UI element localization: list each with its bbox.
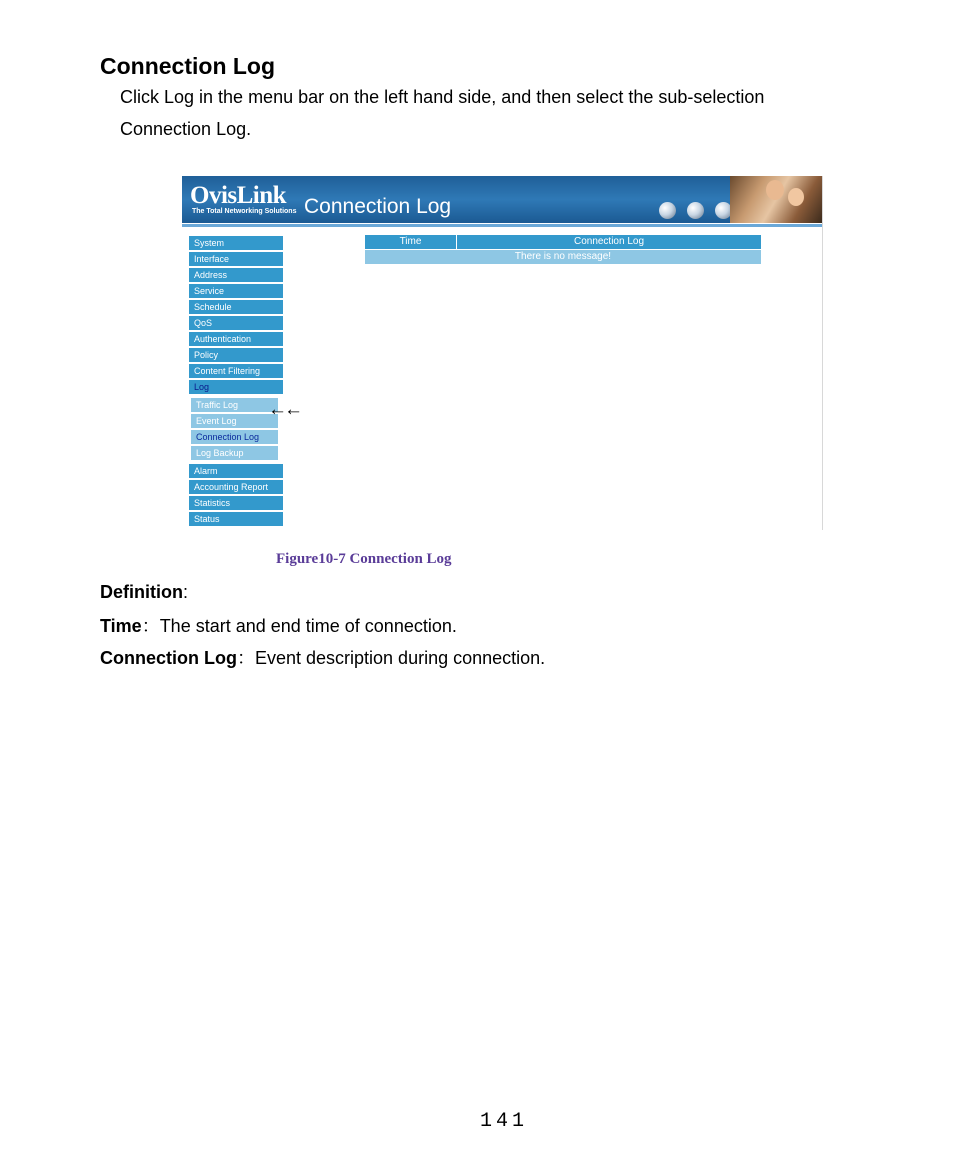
column-header-time: Time	[365, 235, 457, 249]
menu-item-alarm[interactable]: Alarm	[189, 464, 283, 478]
banner-title: Connection Log	[304, 195, 452, 218]
definition-heading	[100, 582, 188, 603]
logo-tagline: The Total Networking Solutions	[192, 208, 297, 215]
definition-colon: :	[183, 582, 189, 602]
connection-log-description: Event description during connection.	[254, 648, 546, 668]
screenshot-figure	[182, 176, 823, 530]
term-separator: ：	[141, 616, 160, 636]
page-number: 141	[480, 1110, 529, 1133]
app-banner	[182, 176, 822, 223]
menu-item-content-filtering[interactable]: Content Filtering	[189, 364, 283, 378]
globe-icon	[659, 202, 676, 219]
menu-item-address[interactable]: Address	[189, 268, 283, 282]
submenu-item-event-log[interactable]: Event Log	[191, 414, 278, 428]
menu-item-log[interactable]: Log	[189, 380, 283, 394]
intro-text-line-1: Click Log in the menu bar on the left hand side, and then select the sub-selection	[120, 87, 765, 107]
term-separator: ：	[236, 648, 255, 668]
submenu-item-log-backup[interactable]: Log Backup	[191, 446, 278, 460]
menu-item-interface[interactable]: Interface	[189, 252, 283, 266]
menu-item-statistics[interactable]: Statistics	[189, 496, 283, 510]
term-time: Time	[100, 616, 142, 636]
menu-item-status[interactable]: Status	[189, 512, 283, 526]
pointer-arrows-icon: ←←	[268, 399, 300, 420]
submenu-item-connection-log[interactable]: Connection Log	[191, 430, 278, 444]
log-table-header	[365, 235, 761, 249]
menu-item-system[interactable]: System	[189, 236, 283, 250]
column-header-connection-log: Connection Log	[573, 236, 645, 247]
submenu-item-traffic-log[interactable]: Traffic Log	[191, 398, 278, 412]
globe-icon	[687, 202, 704, 219]
time-description: The start and end time of connection.	[159, 616, 457, 636]
banner-photo	[730, 176, 822, 223]
term-connection-log: Connection Log	[100, 648, 237, 668]
menu-item-authentication[interactable]: Authentication	[189, 332, 283, 346]
empty-message-row: There is no message!	[365, 250, 761, 264]
menu-item-policy[interactable]: Policy	[189, 348, 283, 362]
ovislink-logo: OvisLink	[190, 182, 287, 209]
section-heading: Connection Log	[100, 53, 276, 79]
definition-time	[100, 612, 457, 638]
definition-connection-log	[100, 644, 545, 670]
definition-label: Definition	[100, 582, 183, 602]
menu-item-qos[interactable]: QoS	[189, 316, 283, 330]
menu-item-service[interactable]: Service	[189, 284, 283, 298]
menu-item-schedule[interactable]: Schedule	[189, 300, 283, 314]
menu-item-accounting-report[interactable]: Accounting Report	[189, 480, 283, 494]
banner-divider	[182, 224, 822, 227]
figure-caption: Figure10-7 Connection Log	[276, 551, 452, 567]
intro-text-line-2: Connection Log.	[120, 119, 252, 139]
